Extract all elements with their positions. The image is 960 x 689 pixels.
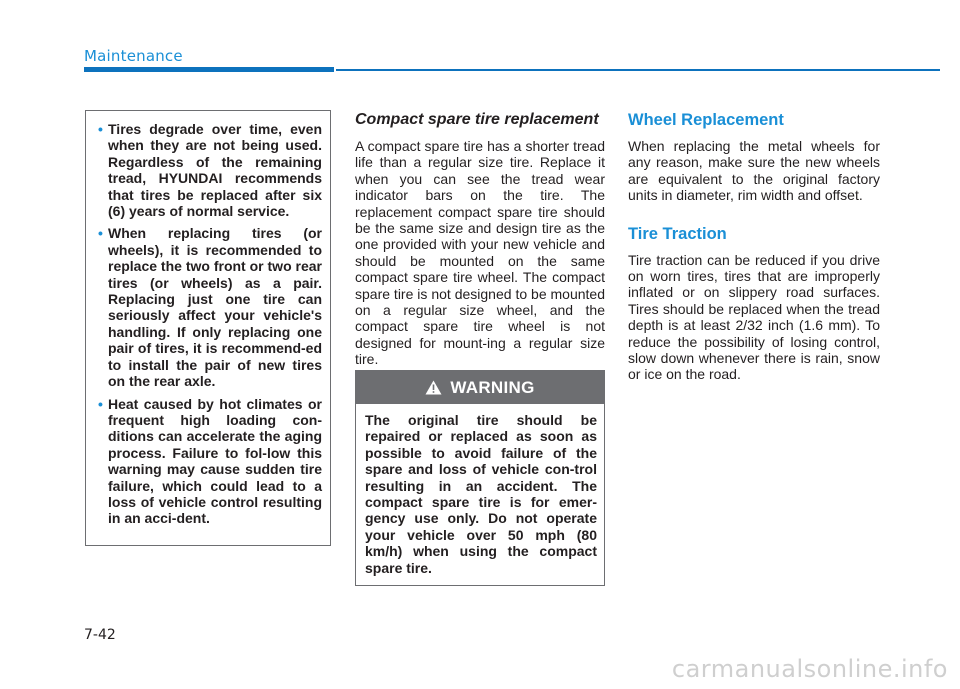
warning-label: WARNING (450, 377, 535, 397)
bullet-icon: • (98, 121, 103, 137)
list-item (98, 121, 322, 219)
watermark: carmanualsonline.info (671, 655, 948, 683)
wheel-replacement-body: When replacing the metal wheels for any reason, make sure the new wheels are equivalent to the original factory units in diameter, rim width and offset. (628, 138, 880, 204)
compact-spare-heading: Compact spare tire replacement (355, 111, 599, 128)
warning-body: The original tire should be repaired or replaced as soon as possible to avoid failure of the spare and loss of vehicle con-trol resulting in an accident. The compact spare tire is for emer-gency use only. Do not operate your vehicle over 50 mph (80 km/h) when using the compact spare tire. (365, 412, 597, 576)
warning-box (355, 370, 605, 586)
tire-notes-box (85, 110, 331, 546)
bullet-icon: • (98, 395, 103, 412)
section-header-title: Maintenance (84, 47, 183, 65)
tire-traction-body: Tire traction can be reduced if you drive on worn tires, tires that are improperly inflated or on slippery road surfaces. Tires should be replaced when the tread depth is at least 2/32 inch (1.6 mm). To reduce the possibility of losing control, slow down whenever there is rain, snow or ice on the road. (628, 251, 880, 383)
compact-spare-body: A compact spare tire has a shorter tread life than a regular size tire. Replace it when you can see the tread wear indicator bars on the tire. The replacement compact spare tire should be the same size and design tire as the one provided with your new vehicle and should be mounted on the same compact spare tire wheel. The compact spare tire is not designed to be mounted on a regular size wheel, and the compact spare tire wheel is not designed for mount-ing a regular size tire. (355, 138, 605, 368)
list-item (98, 225, 322, 389)
header-rule-thick (84, 67, 334, 72)
wheel-tire-section (628, 110, 880, 383)
tire-notes-list (98, 121, 322, 527)
list-item-text: Heat caused by hot climates or frequent high loading con-ditions can accelerate the aging process. Failure to fol-low this warning may cause sudden tire failure, which could lead to a loss of vehicle control resulting in an acci-dent. (108, 395, 322, 527)
list-item (98, 396, 322, 527)
page-number: 7-42 (84, 627, 116, 643)
warning-header (356, 371, 604, 404)
compact-spare-section (355, 110, 605, 368)
header-rule-thin (336, 69, 940, 71)
wheel-replacement-heading: Wheel Replacement (628, 111, 784, 129)
bullet-icon: • (98, 225, 103, 242)
list-item-text: Tires degrade over time, even when they are not being used. Regardless of the remaining tread, HYUNDAI recommends that tires be replaced after six (6) years of normal service. (108, 121, 322, 220)
warning-triangle-icon (425, 380, 442, 395)
list-item-text: When replacing tires (or wheels), it is recommended to replace the two front or two rear tires (or wheels) as a pair. Replacing just one tire can seriously affect your vehicle's handling. If only replacing one pair of tires, it is recommend-ed to install the pair of new tires on the rear axle. (108, 225, 322, 390)
tire-traction-heading: Tire Traction (628, 224, 727, 243)
